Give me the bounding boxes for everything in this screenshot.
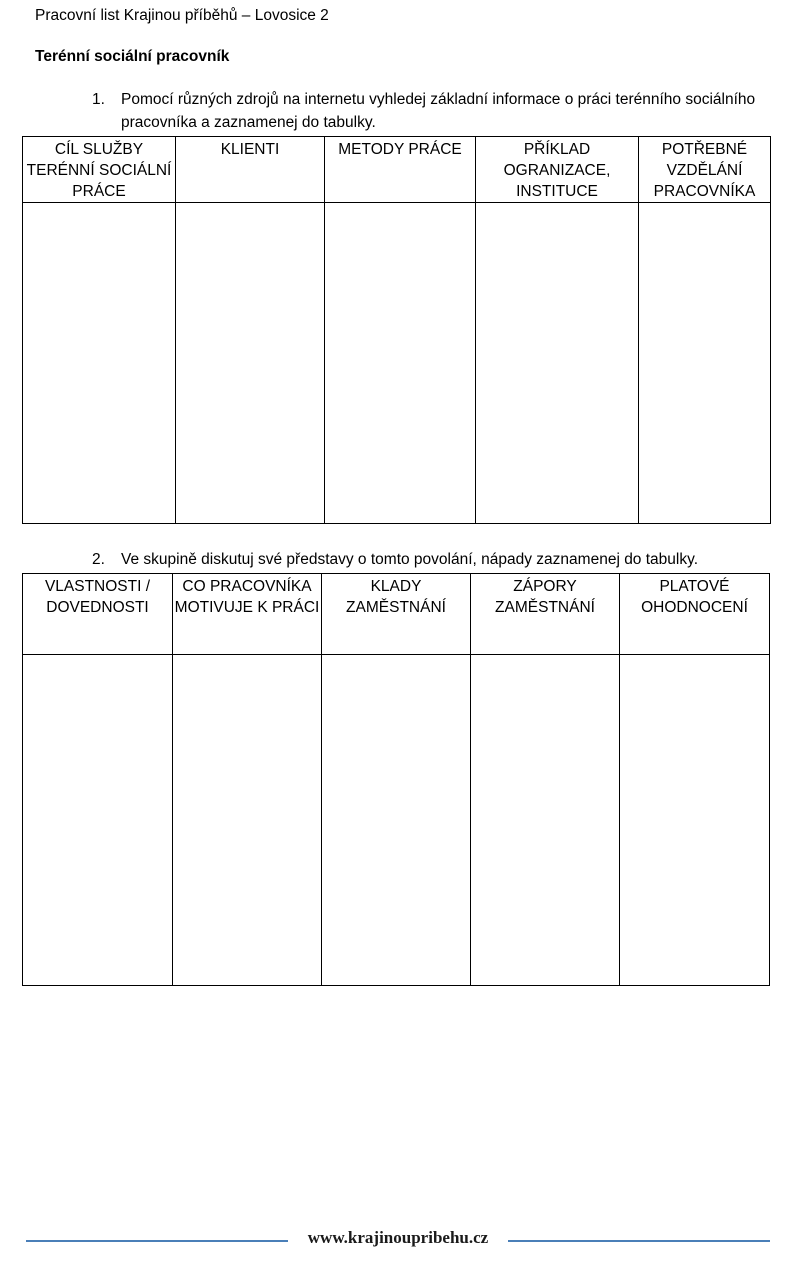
column-label: METODY PRÁCE (338, 141, 462, 158)
column-label: KLIENTI (220, 141, 280, 158)
task-1-answer-row (23, 203, 771, 524)
task-1-number: 1. (92, 91, 105, 108)
table-header-cell (23, 137, 176, 203)
task-2-number: 2. (92, 551, 105, 568)
column-label: ZÁPORY ZAMĚSTNÁNÍ (495, 578, 595, 616)
page-footer (26, 1228, 770, 1254)
table-header-cell (620, 574, 770, 655)
answer-cell[interactable] (476, 203, 639, 524)
answer-cell[interactable] (639, 203, 771, 524)
answer-cell[interactable] (176, 203, 325, 524)
table-header-cell (476, 137, 639, 203)
answer-cell[interactable] (471, 655, 620, 986)
column-label: POTŘEBNÉ VZDĚLÁNÍ PRACOVNÍKA (653, 141, 756, 200)
footer-website-link[interactable]: www.krajinoupribehu.cz (307, 1228, 489, 1247)
answer-cell[interactable] (325, 203, 476, 524)
column-label: PLATOVÉ OHODNOCENÍ (641, 578, 748, 616)
column-label: PŘÍKLAD OGRANIZACE, INSTITUCE (503, 141, 611, 200)
answer-cell[interactable] (620, 655, 770, 986)
task-2-text: Ve skupině diskutuj své představy o tomto povolání, nápady zaznamenej do tabulky. (121, 551, 699, 568)
task-1-instruction (92, 88, 782, 134)
answer-cell[interactable] (173, 655, 322, 986)
worksheet-subtitle: Terénní sociální pracovník (35, 48, 230, 65)
answer-cell[interactable] (23, 203, 176, 524)
column-label: CÍL SLUŽBY TERÉNNÍ SOCIÁLNÍ PRÁCE (26, 141, 172, 200)
task-2-answer-row (23, 655, 770, 986)
table-header-cell (325, 137, 476, 203)
table-header-cell (173, 574, 322, 655)
footer-divider-left (26, 1240, 288, 1242)
task-1-table (22, 136, 771, 524)
table-header-cell (471, 574, 620, 655)
task-2-table (22, 573, 770, 986)
table-header-cell (322, 574, 471, 655)
task-1-header-row (23, 137, 771, 203)
answer-cell[interactable] (23, 655, 173, 986)
answer-cell[interactable] (322, 655, 471, 986)
footer-divider-right (508, 1240, 770, 1242)
table-header-cell (176, 137, 325, 203)
worksheet-title: Pracovní list Krajinou příběhů – Lovosice 2 (35, 7, 329, 24)
column-label: KLADY ZAMĚSTNÁNÍ (346, 578, 446, 616)
task-1-text: Pomocí různých zdrojů na internetu vyhledej základní informace o práci terénního sociálního pracovníka a zaznamenej do tabulky. (121, 91, 756, 131)
column-label: VLASTNOSTI / DOVEDNOSTI (44, 578, 151, 616)
task-2-header-row (23, 574, 770, 655)
table-header-cell (639, 137, 771, 203)
task-2-instruction (92, 548, 782, 571)
column-label: CO PRACOVNÍKA MOTIVUJE K PRÁCI (174, 578, 320, 616)
table-header-cell (23, 574, 173, 655)
